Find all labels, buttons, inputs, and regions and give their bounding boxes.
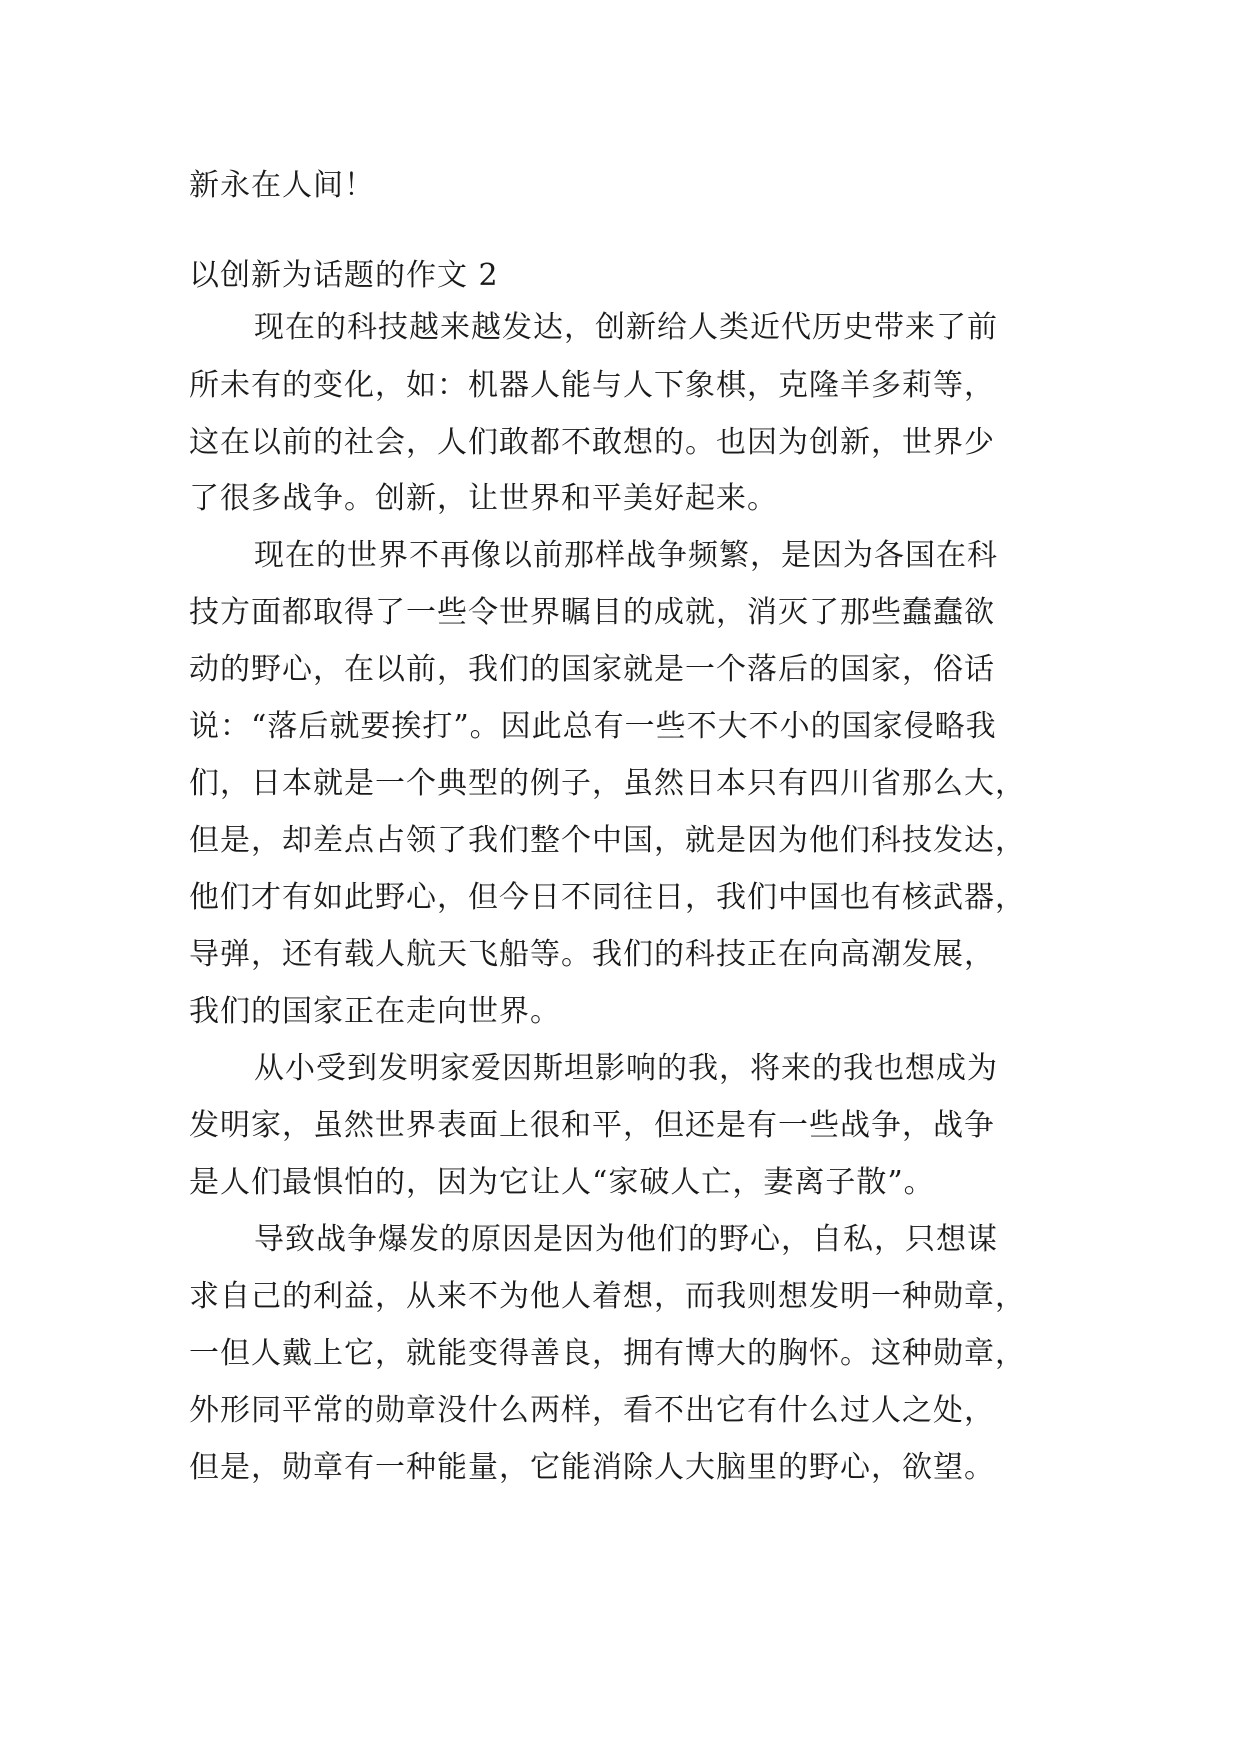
paragraph-4-line-2: 求自己的利益，从来不为他人着想，而我则想发明一种勋章， [189, 1279, 1026, 1314]
paragraph-4-line-1: 导致战争爆发的原因是因为他们的野心，自私，只想谋 [254, 1222, 998, 1257]
text-line-closing: 新永在人间！ [189, 168, 375, 203]
paragraph-2-line-2: 技方面都取得了一些令世界瞩目的成就，消灭了那些蠢蠢欲 [189, 595, 995, 630]
paragraph-1-line-4: 了很多战争。创新，让世界和平美好起来。 [189, 481, 778, 516]
paragraph-2-line-6: 但是，却差点占领了我们整个中国，就是因为他们科技发达， [189, 823, 1026, 858]
paragraph-3-line-2: 发明家，虽然世界表面上很和平，但还是有一些战争，战争 [189, 1108, 995, 1143]
paragraph-2-line-4: 说：“落后就要挨打”。因此总有一些不大不小的国家侵略我 [189, 709, 997, 744]
paragraph-1-line-2: 所未有的变化，如：机器人能与人下象棋，克隆羊多莉等， [189, 368, 995, 403]
paragraph-3-line-3: 是人们最惧怕的，因为它让人“家破人亡，妻离子散”。 [189, 1165, 935, 1200]
paragraph-2-line-3: 动的野心，在以前，我们的国家就是一个落后的国家，俗话 [189, 652, 995, 687]
paragraph-4-line-3: 一但人戴上它，就能变得善良，拥有博大的胸怀。这种勋章， [189, 1336, 1026, 1371]
paragraph-2-line-5: 们，日本就是一个典型的例子，虽然日本只有四川省那么大， [189, 766, 1026, 801]
paragraph-2-line-7: 他们才有如此野心，但今日不同往日，我们中国也有核武器， [189, 880, 1026, 915]
paragraph-1-line-1: 现在的科技越来越发达，创新给人类近代历史带来了前 [254, 310, 998, 345]
paragraph-2-line-1: 现在的世界不再像以前那样战争频繁，是因为各国在科 [254, 538, 998, 573]
paragraph-3-line-1: 从小受到发明家爱因斯坦影响的我，将来的我也想成为 [254, 1051, 998, 1086]
paragraph-2-line-8: 导弹，还有载人航天飞船等。我们的科技正在向高潮发展， [189, 937, 995, 972]
paragraph-1-line-3: 这在以前的社会，人们敢都不敢想的。也因为创新，世界少 [189, 425, 995, 460]
paragraph-4-line-5: 但是，勋章有一种能量，它能消除人大脑里的野心，欲望。 [189, 1450, 995, 1485]
paragraph-4-line-4: 外形同平常的勋章没什么两样，看不出它有什么过人之处， [189, 1393, 995, 1428]
paragraph-2-line-9: 我们的国家正在走向世界。 [189, 994, 561, 1029]
essay-title: 以创新为话题的作文 2 [189, 258, 499, 293]
